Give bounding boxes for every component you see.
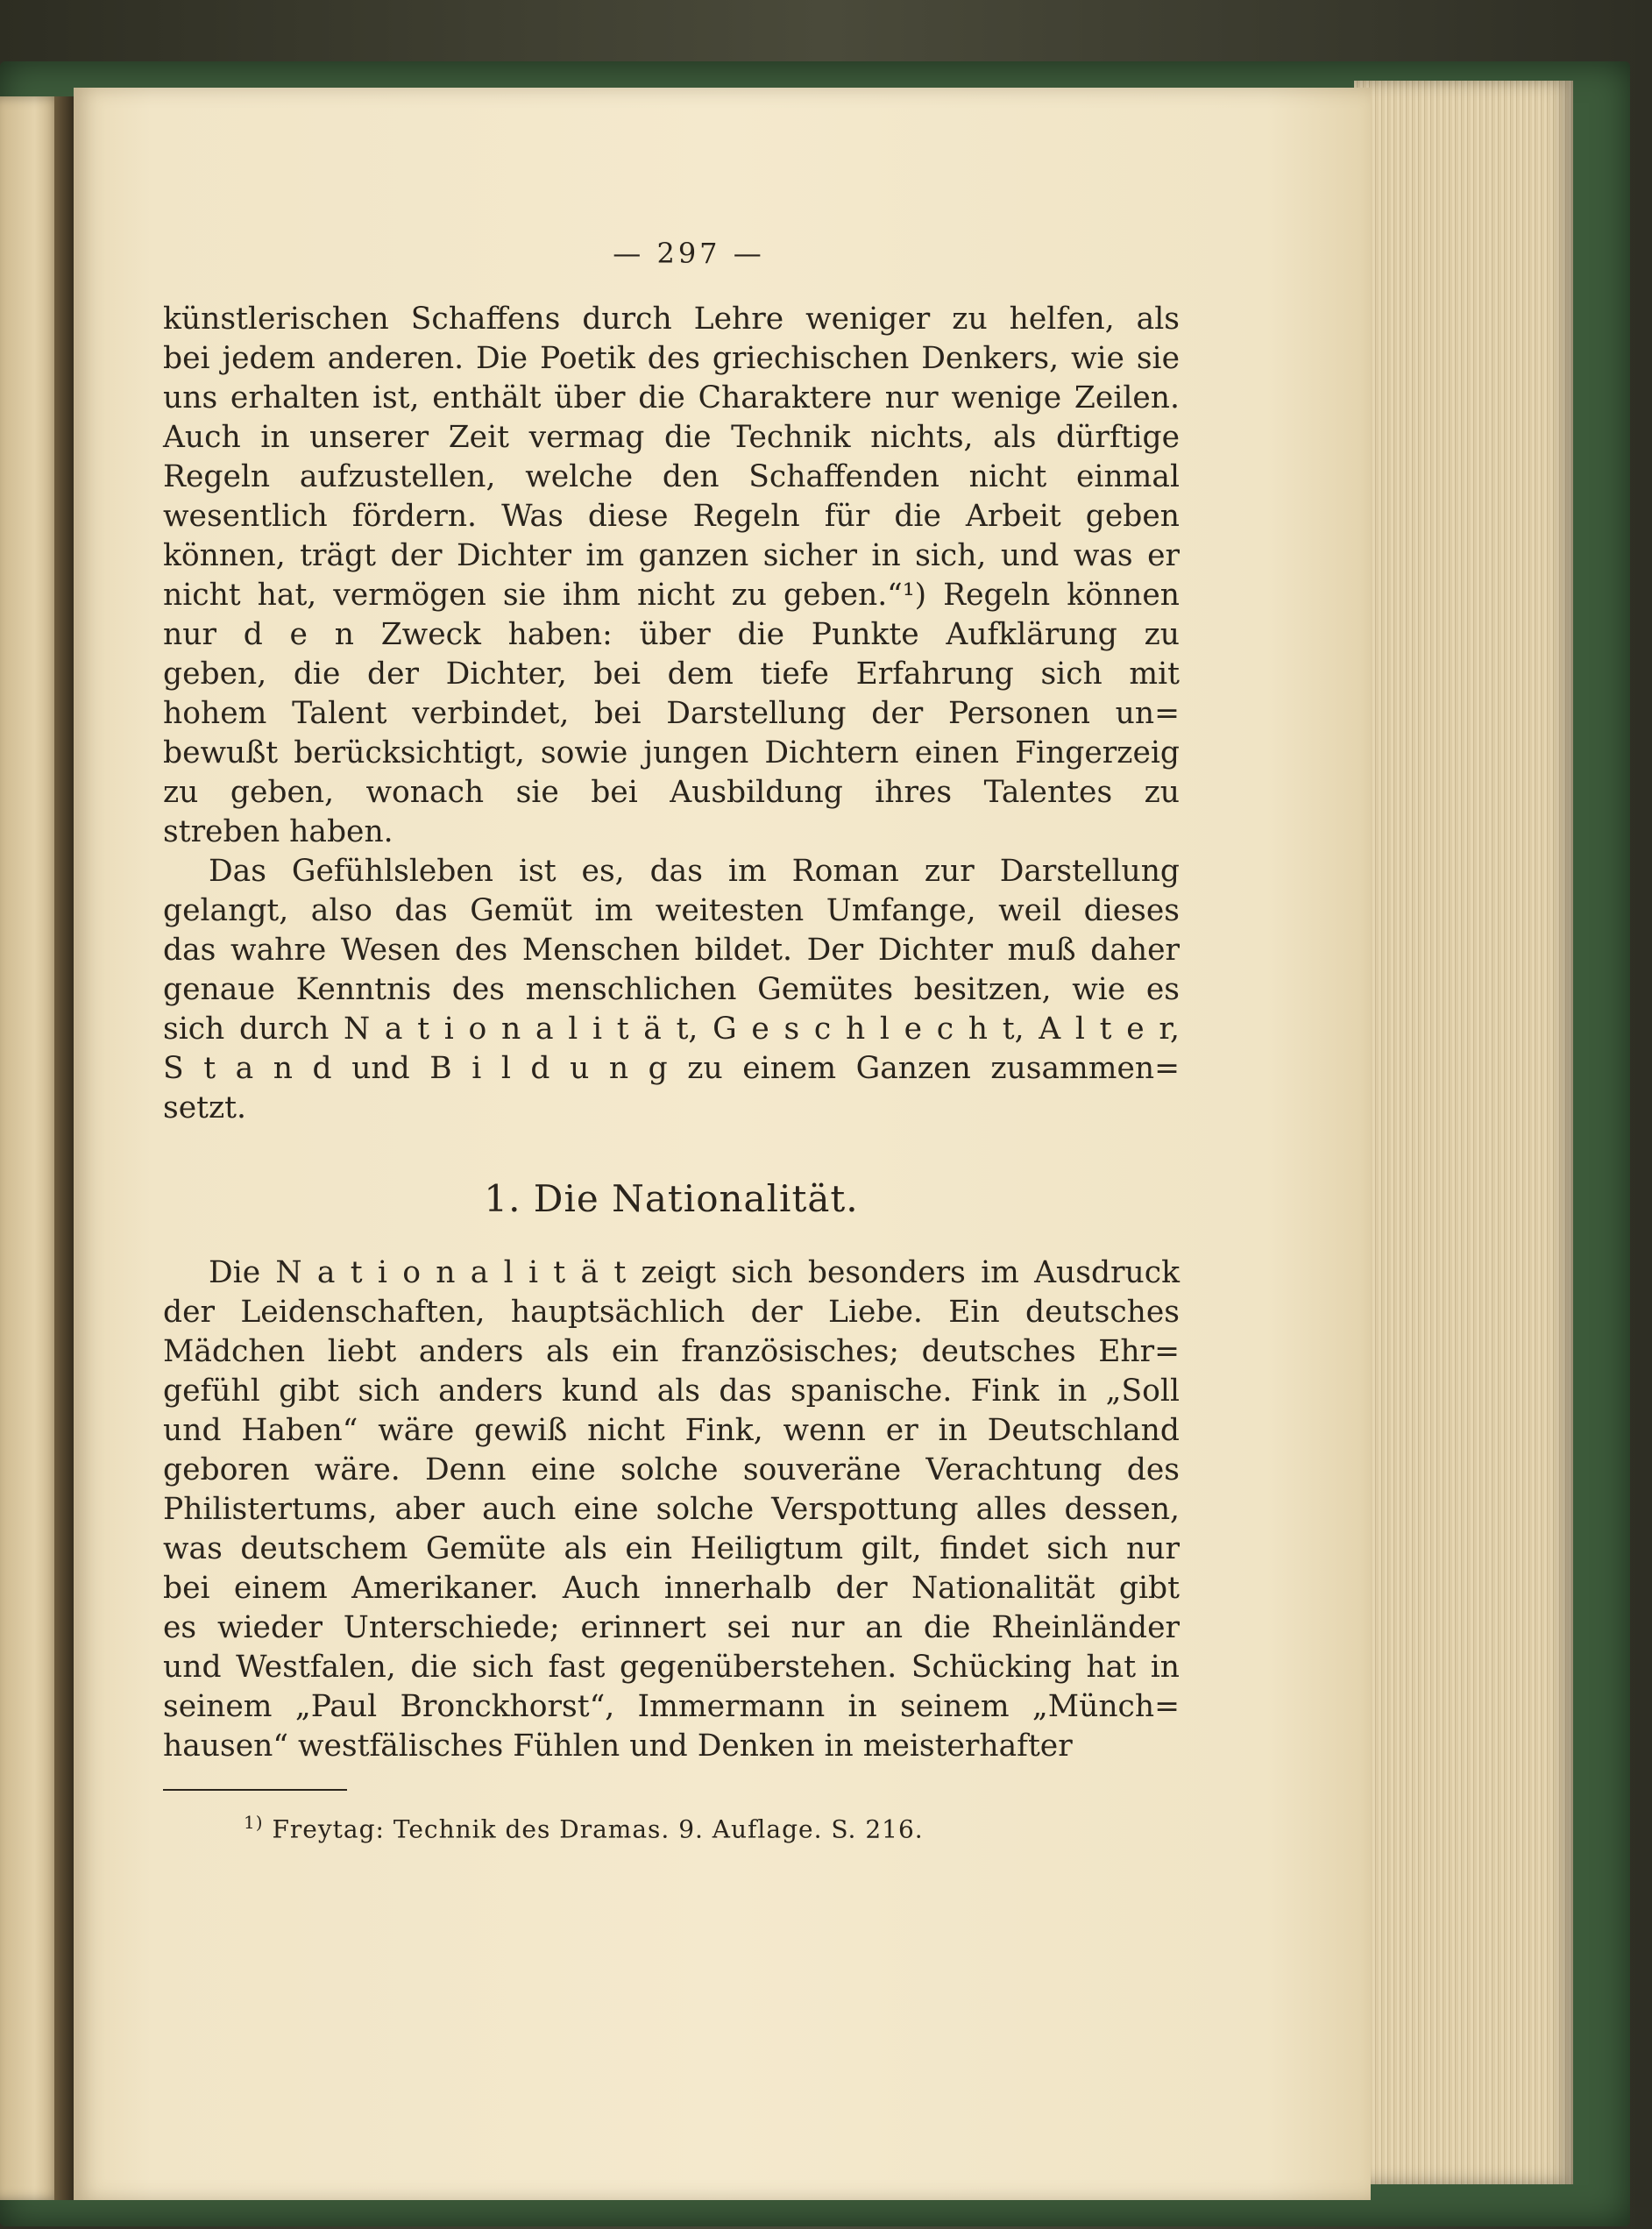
text-line: der Leidenschaften, hauptsächlich der Liebe. Ein deutsches [163,1295,1180,1330]
text-line: setzt. [163,1090,246,1125]
text-line: Mädchen liebt anders als ein französisches; deutsches Ehr= [163,1334,1180,1369]
text-line: das wahre Wesen des Menschen bildet. Der Dichter muß daher [163,933,1180,968]
text-line: was deutschem Gemüte als ein Heiligtum gilt, findet sich nur [163,1531,1180,1566]
page-content [163,237,1180,1843]
text-line: sich durch N a t i o n a l i t ä t, G e s c h l e c h t, A l t e r, [163,1012,1180,1047]
text-line: geboren wäre. Denn eine solche souveräne Verachtung des [163,1452,1180,1487]
text-line: geben, die der Dichter, bei dem tiefe Erfahrung sich mit [163,657,1180,692]
text-line: Regeln aufzustellen, welche den Schaffenden nicht einmal [163,459,1180,494]
footnote-text: Freytag: Technik des Dramas. 9. Auflage. S. 216. [272,1814,924,1844]
footnote-rule [163,1789,347,1791]
page-stack-edge [1354,81,1573,2184]
text-line: können, trägt der Dichter im ganzen sicher in sich, und was er [163,538,1180,573]
text-line: Die N a t i o n a l i t ä t zeigt sich besonders im Ausdruck [209,1255,1180,1290]
page-number: — 297 — [613,237,765,270]
text-line: hohem Talent verbindet, bei Darstellung der Personen un= [163,696,1180,731]
text-line: und Haben“ wäre gewiß nicht Fink, wenn er in Deutschland [163,1413,1180,1448]
text-line: hausen“ westfälisches Fühlen und Denken in meisterhafter [163,1729,1073,1764]
text-line: gelangt, also das Gemüt im weitesten Umfange, weil dieses [163,893,1180,928]
paragraph-2 [163,852,1180,1128]
text-line: genaue Kenntnis des menschlichen Gemütes besitzen, wie es [163,972,1180,1007]
paragraph-3 [163,1253,1180,1766]
text-line: nur d e n Zweck haben: über die Punkte Aufklärung zu [163,617,1180,652]
text-line: uns erhalten ist, enthält über die Charaktere nur wenige Zeilen. [163,380,1180,415]
text-line: wesentlich fördern. Was diese Regeln für die Arbeit geben [163,499,1180,534]
text-line: bewußt berücksichtigt, sowie jungen Dichtern einen Fingerzeig [163,735,1180,770]
text-line: seinem „Paul Bronckhorst“, Immermann in seinem „Münch= [163,1689,1180,1724]
text-line: streben haben. [163,814,394,849]
text-line: Philistertums, aber auch eine solche Verspottung alles dessen, [163,1492,1180,1527]
text-line: Das Gefühlsleben ist es, das im Roman zur Darstellung [209,854,1180,889]
text-line: es wieder Unterschiede; erinnert sei nur an die Rheinländer [163,1610,1180,1645]
text-line: S t a n d und B i l d u n g zu einem Ganzen zusammen= [163,1051,1180,1086]
section-heading: 1. Die Nationalität. [484,1177,859,1220]
text-line: gefühl gibt sich anders kund als das spanische. Fink in „Soll [163,1374,1180,1409]
text-line: Auch in unserer Zeit vermag die Technik nichts, als dürftige [163,420,1180,455]
text-line: bei einem Amerikaner. Auch innerhalb der Nationalität gibt [163,1571,1180,1606]
text-line: und Westfalen, die sich fast gegenüberstehen. Schücking hat in [163,1650,1180,1685]
footnote [163,1812,1180,1843]
text-line: zu geben, wonach sie bei Ausbildung ihres Talentes zu [163,775,1180,810]
footnote-mark: 1) [244,1812,264,1833]
book-page [74,88,1371,2200]
paragraph-1 [163,300,1180,852]
text-line: nicht hat, vermögen sie ihm nicht zu geben.“¹) Regeln können [163,578,1180,613]
text-line: bei jedem anderen. Die Poetik des griechischen Denkers, wie sie [163,341,1180,376]
text-line: künstlerischen Schaffens durch Lehre weniger zu helfen, als [163,302,1180,337]
